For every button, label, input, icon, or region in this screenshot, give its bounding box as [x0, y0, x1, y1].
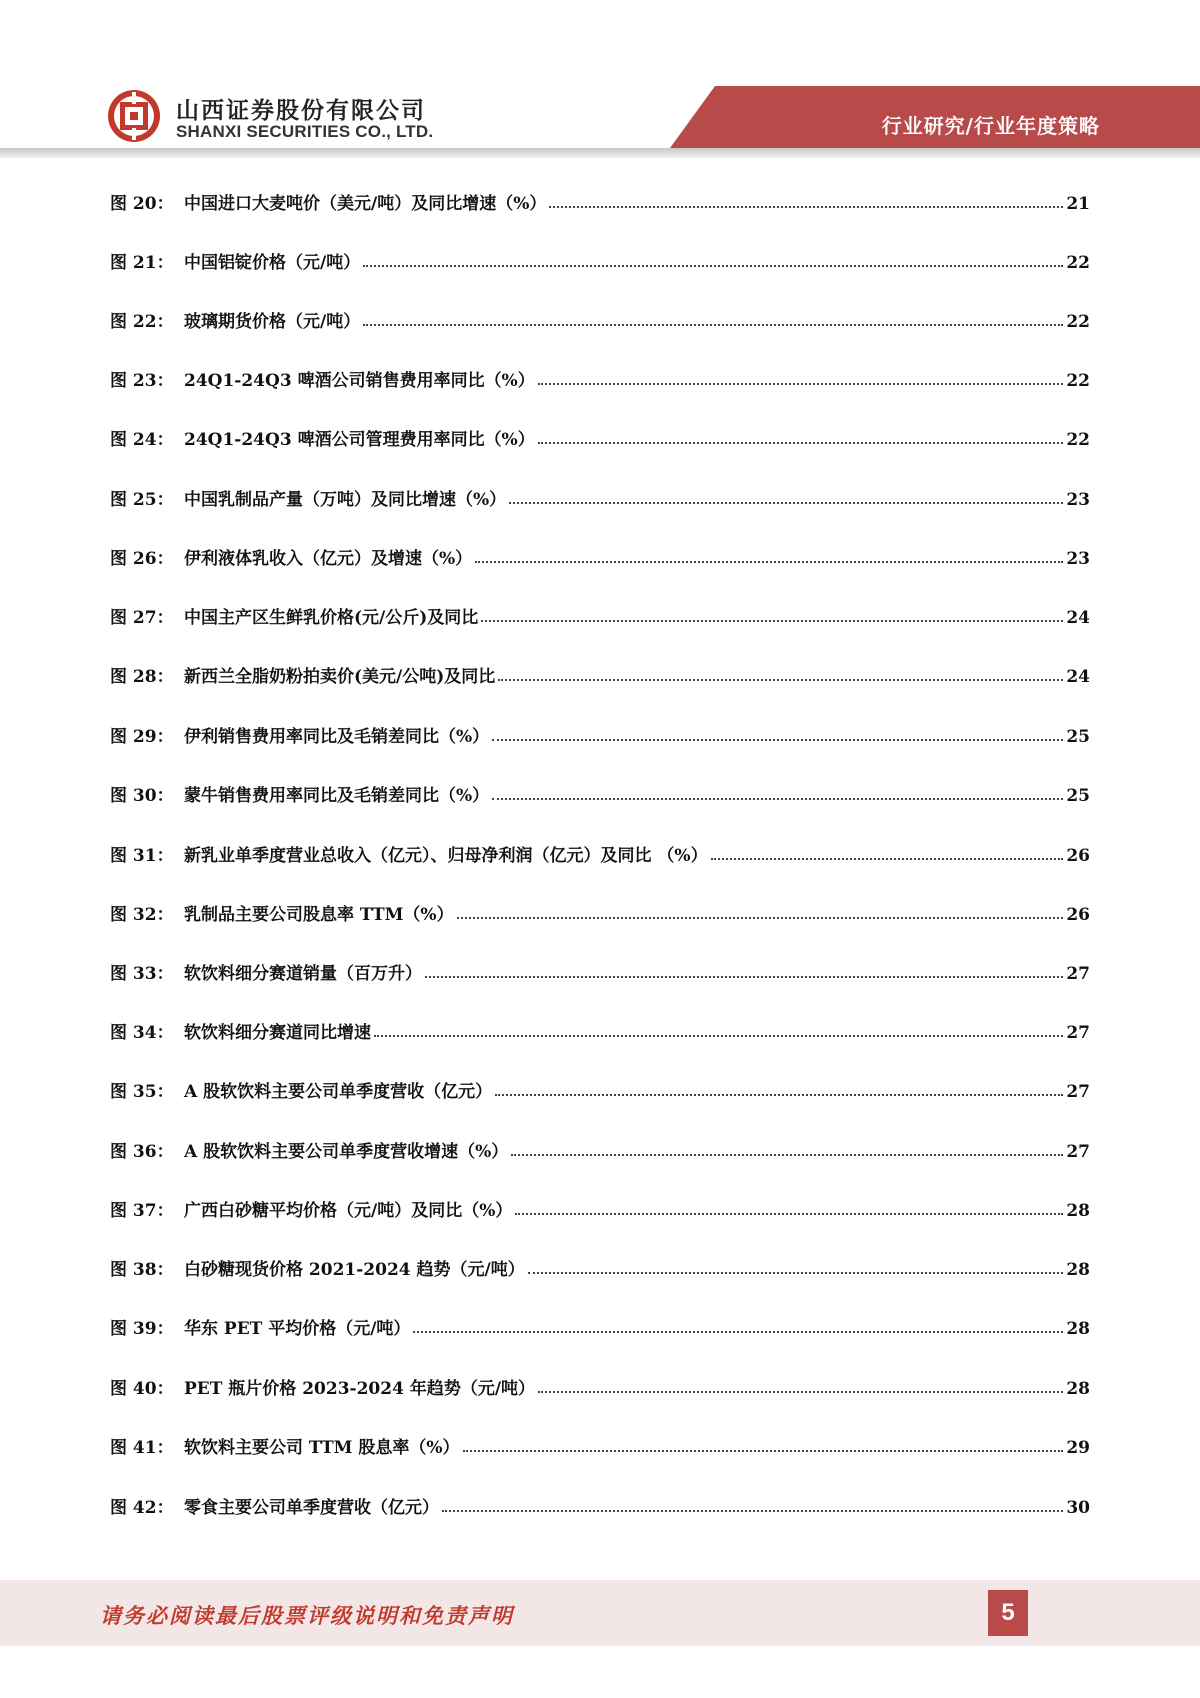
page-ref: 22	[1066, 430, 1090, 450]
dot-leader	[492, 739, 1063, 741]
figure-title: 白砂糖现货价格 2021-2024 趋势（元/吨）	[184, 1260, 525, 1280]
page-ref: 22	[1066, 371, 1090, 391]
page-ref: 27	[1066, 964, 1090, 984]
figure-label: 图 42：	[110, 1498, 174, 1518]
page-ref: 21	[1066, 194, 1090, 214]
report-category: 行业研究/行业年度策略	[881, 114, 1100, 138]
toc-entry[interactable]	[110, 416, 1090, 450]
figure-title: 24Q1-24Q3 啤酒公司管理费用率同比（%）	[184, 430, 535, 450]
page-ref: 27	[1066, 1023, 1090, 1043]
page-ref: 22	[1066, 253, 1090, 273]
figure-label: 图 23：	[110, 371, 174, 391]
company-name-en: SHANXI SECURITIES CO., LTD.	[176, 122, 434, 141]
header-divider	[0, 148, 1200, 158]
dot-leader	[509, 502, 1063, 504]
toc-entry[interactable]	[110, 180, 1090, 214]
figure-label: 图 27：	[110, 608, 174, 628]
page-ref: 28	[1066, 1379, 1090, 1399]
figure-title: 伊利销售费用率同比及毛销差同比（%）	[184, 727, 490, 747]
figure-label: 图 32：	[110, 905, 174, 925]
toc-entry[interactable]	[110, 1246, 1090, 1280]
figure-title: A 股软饮料主要公司单季度营收（亿元）	[184, 1082, 493, 1102]
figure-label: 图 34：	[110, 1023, 174, 1043]
toc-entry[interactable]	[110, 1009, 1090, 1043]
toc-entry[interactable]	[110, 535, 1090, 569]
figure-title: 乳制品主要公司股息率 TTM（%）	[184, 905, 454, 925]
page-ref: 28	[1066, 1260, 1090, 1280]
page-ref: 26	[1066, 846, 1090, 866]
figure-label: 图 21：	[110, 253, 174, 273]
dot-leader	[498, 679, 1063, 681]
toc-entry[interactable]	[110, 1305, 1090, 1339]
figure-title: 零食主要公司单季度营收（亿元）	[184, 1498, 439, 1518]
dot-leader	[442, 1510, 1063, 1512]
company-name-cn: 山西证券股份有限公司	[176, 98, 426, 124]
dot-leader	[425, 976, 1063, 978]
page-header	[0, 0, 1200, 160]
dot-leader	[711, 858, 1064, 860]
figure-title: PET 瓶片价格 2023-2024 年趋势（元/吨）	[184, 1379, 536, 1399]
dot-leader	[538, 1391, 1063, 1393]
dot-leader	[495, 1094, 1063, 1096]
toc-entry[interactable]	[110, 1424, 1090, 1458]
figure-title: A 股软饮料主要公司单季度营收增速（%）	[184, 1142, 509, 1162]
figure-label: 图 37：	[110, 1201, 174, 1221]
figure-title: 软饮料细分赛道销量（百万升）	[184, 964, 422, 984]
figure-title: 广西白砂糖平均价格（元/吨）及同比（%）	[184, 1201, 513, 1221]
toc-entry[interactable]	[110, 476, 1090, 510]
toc-entry[interactable]	[110, 239, 1090, 273]
dot-leader	[481, 620, 1063, 622]
toc-entry[interactable]	[110, 594, 1090, 628]
disclaimer-notice: 请务必阅读最后股票评级说明和免责声明	[100, 1603, 514, 1628]
page-ref: 23	[1066, 490, 1090, 510]
dot-leader	[463, 1450, 1064, 1452]
figure-label: 图 24：	[110, 430, 174, 450]
page-footer	[0, 1580, 1200, 1646]
dot-leader	[538, 442, 1064, 444]
figure-title: 华东 PET 平均价格（元/吨）	[184, 1319, 411, 1339]
figure-title: 中国主产区生鲜乳价格(元/公斤)及同比	[184, 608, 479, 628]
toc-entry[interactable]	[110, 1365, 1090, 1399]
figure-label: 图 35：	[110, 1082, 174, 1102]
figure-label: 图 38：	[110, 1260, 174, 1280]
figure-title: 伊利液体乳收入（亿元）及增速（%）	[184, 549, 473, 569]
page-ref: 22	[1066, 312, 1090, 332]
page-ref: 26	[1066, 905, 1090, 925]
page-ref: 29	[1066, 1438, 1090, 1458]
dot-leader	[528, 1272, 1064, 1274]
figure-title: 中国乳制品产量（万吨）及同比增速（%）	[184, 490, 507, 510]
dot-leader	[363, 265, 1063, 267]
figure-label: 图 25：	[110, 490, 174, 510]
toc-entry[interactable]	[110, 1128, 1090, 1162]
dot-leader	[374, 1035, 1063, 1037]
dot-leader	[492, 798, 1063, 800]
figure-label: 图 29：	[110, 727, 174, 747]
toc-entry[interactable]	[110, 298, 1090, 332]
dot-leader	[538, 383, 1064, 385]
figure-title: 中国进口大麦吨价（美元/吨）及同比增速（%）	[184, 194, 547, 214]
page-ref: 25	[1066, 786, 1090, 806]
toc-entry[interactable]	[110, 713, 1090, 747]
figure-title: 中国铝锭价格（元/吨）	[184, 253, 361, 273]
dot-leader	[457, 917, 1064, 919]
figure-label: 图 20：	[110, 194, 174, 214]
dot-leader	[515, 1213, 1063, 1215]
figure-label: 图 30：	[110, 786, 174, 806]
figure-label: 图 39：	[110, 1319, 174, 1339]
dot-leader	[549, 206, 1063, 208]
toc-entry[interactable]	[110, 950, 1090, 984]
figure-label: 图 33：	[110, 964, 174, 984]
dot-leader	[363, 324, 1063, 326]
page-ref: 25	[1066, 727, 1090, 747]
figure-title: 蒙牛销售费用率同比及毛销差同比（%）	[184, 786, 490, 806]
dot-leader	[475, 561, 1063, 563]
figure-title: 新乳业单季度营业总收入（亿元）、归母净利润（亿元）及同比 （%）	[184, 846, 708, 866]
figure-label: 图 28：	[110, 667, 174, 687]
toc-entry[interactable]	[110, 772, 1090, 806]
company-logo-icon	[106, 88, 162, 144]
page-ref: 28	[1066, 1201, 1090, 1221]
toc-entry[interactable]	[110, 891, 1090, 925]
figure-title: 玻璃期货价格（元/吨）	[184, 312, 361, 332]
dot-leader	[413, 1331, 1063, 1333]
page-ref: 24	[1066, 667, 1090, 687]
toc-entry[interactable]	[110, 653, 1090, 687]
figure-label: 图 31：	[110, 846, 174, 866]
figure-title: 24Q1-24Q3 啤酒公司销售费用率同比（%）	[184, 371, 535, 391]
figure-label: 图 40：	[110, 1379, 174, 1399]
page-ref: 24	[1066, 608, 1090, 628]
toc-entry[interactable]	[110, 1068, 1090, 1102]
page-ref: 27	[1066, 1082, 1090, 1102]
dot-leader	[511, 1154, 1063, 1156]
toc-entry[interactable]	[110, 832, 1090, 866]
toc-entry[interactable]	[110, 1484, 1090, 1518]
figure-label: 图 36：	[110, 1142, 174, 1162]
figure-title: 新西兰全脂奶粉拍卖价(美元/公吨)及同比	[184, 667, 496, 687]
figure-label: 图 41：	[110, 1438, 174, 1458]
toc-entry[interactable]	[110, 1187, 1090, 1221]
page-ref: 28	[1066, 1319, 1090, 1339]
figure-title: 软饮料主要公司 TTM 股息率（%）	[184, 1438, 460, 1458]
toc-entry[interactable]	[110, 357, 1090, 391]
page-ref: 30	[1066, 1498, 1090, 1518]
page-ref: 27	[1066, 1142, 1090, 1162]
page-ref: 23	[1066, 549, 1090, 569]
figure-title: 软饮料细分赛道同比增速	[184, 1023, 371, 1043]
figure-label: 图 22：	[110, 312, 174, 332]
figure-label: 图 26：	[110, 549, 174, 569]
page-number: 5	[988, 1590, 1028, 1636]
